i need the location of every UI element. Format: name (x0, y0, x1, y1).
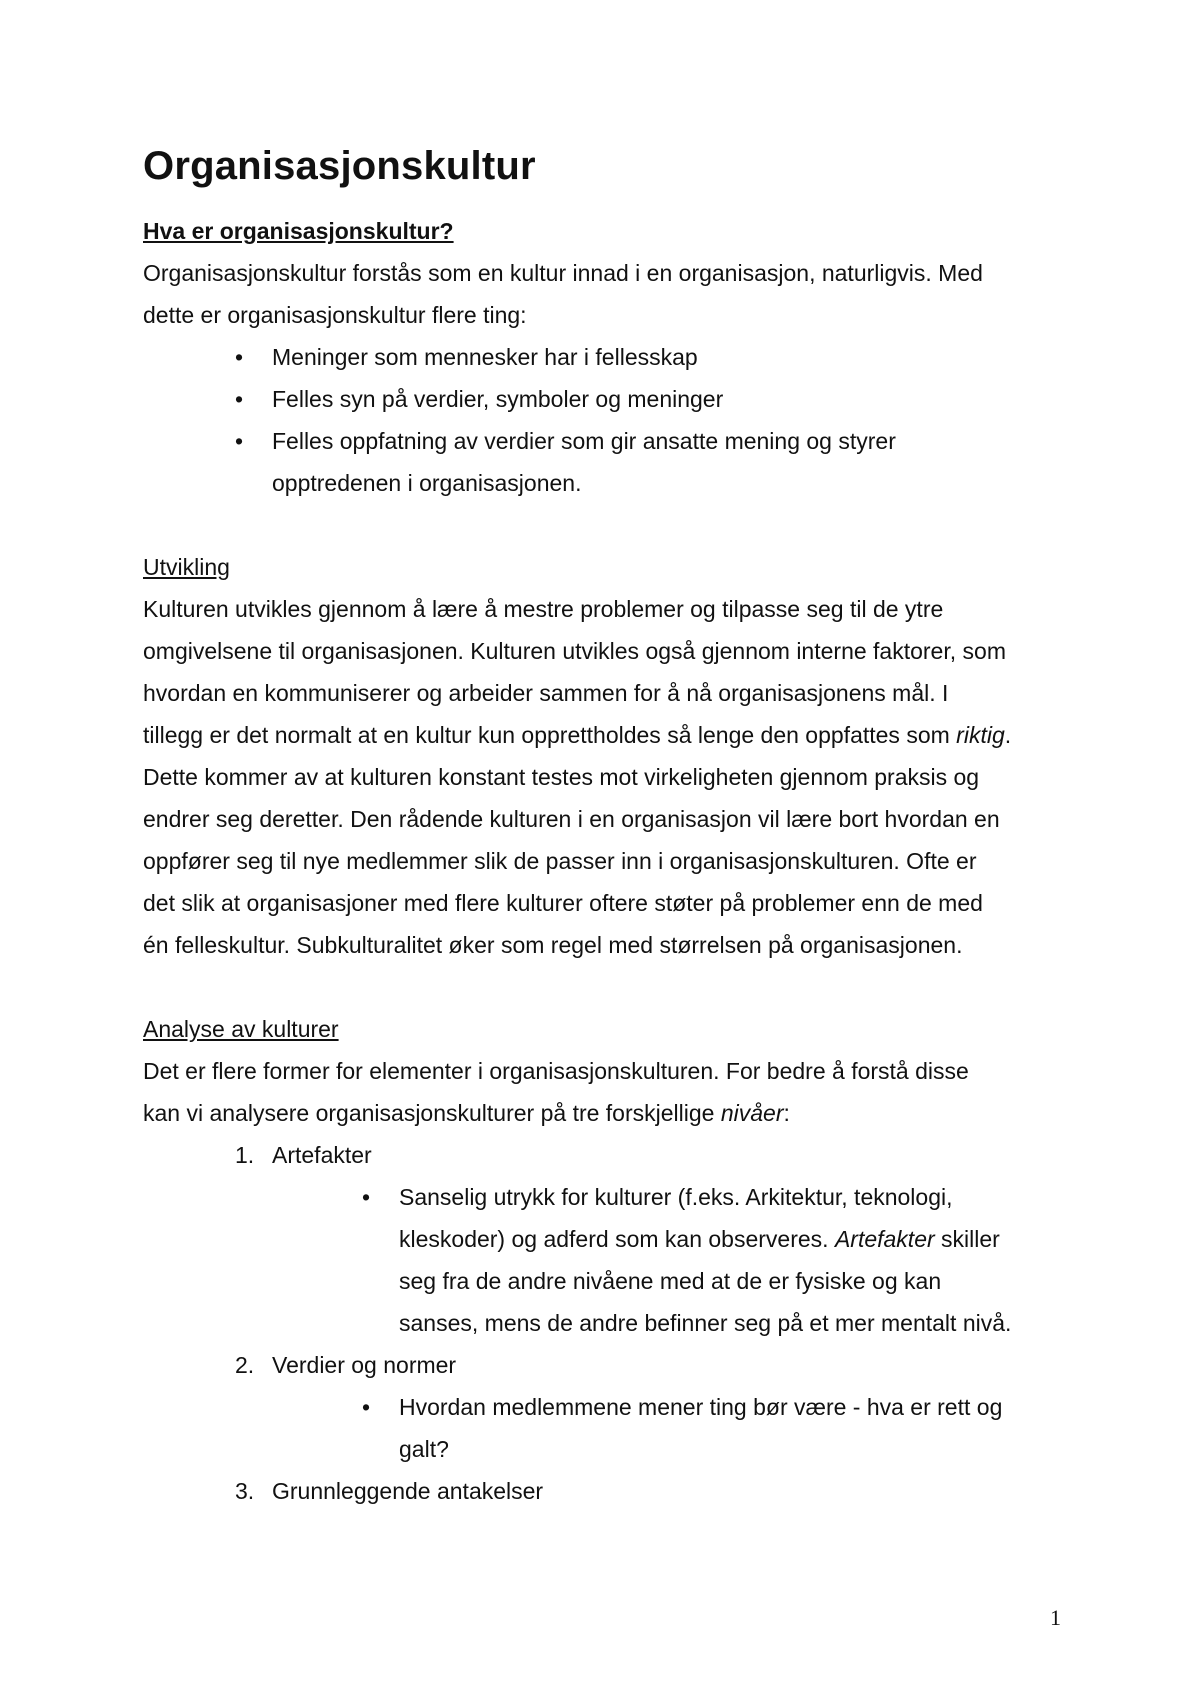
bullet-icon: • (362, 1394, 371, 1420)
list-item-continuation: galt? (399, 1436, 449, 1462)
spacer (143, 966, 1063, 1008)
paragraph-line: dette er organisasjonskultur flere ting: (143, 302, 527, 328)
levels-numbered-list (143, 1134, 1063, 1512)
section-heading-utvikling: Utvikling (143, 554, 230, 580)
bullet-icon: • (235, 344, 244, 370)
spacer (143, 504, 1063, 546)
list-item-continuation: seg fra de andre nivåene med at de er fysiske og kan (399, 1268, 942, 1294)
list-item-continuation: opptredenen i organisasjonen. (272, 470, 582, 496)
paragraph-line: tillegg er det normalt at en kultur kun opprettholdes så lenge den oppfattes som riktig. (143, 722, 1012, 748)
page-number: 1 (1050, 1605, 1061, 1630)
bullet-icon: • (362, 1184, 371, 1210)
list-item: • Felles syn på verdier, symboler og meninger (143, 378, 1063, 420)
list-item-continuation: sanses, mens de andre befinner seg på et mer mentalt nivå. (399, 1310, 1012, 1336)
paragraph-line: det slik at organisasjoner med flere kulturer oftere støter på problemer enn de med (143, 890, 983, 916)
list-item-continuation: kleskoder) og adferd som kan observeres. Artefakter skiller (399, 1226, 1000, 1252)
paragraph-line: omgivelsene til organisasjonen. Kulturen utvikles også gjennom interne faktorer, som (143, 638, 1006, 664)
paragraph-line: endrer seg deretter. Den rådende kulturen i en organisasjon vil lære bort hvordan en (143, 806, 1000, 832)
paragraph-line: én felleskultur. Subkulturalitet øker som regel med størrelsen på organisasjonen. (143, 932, 963, 958)
emphasis-nivaer: nivåer (720, 1100, 784, 1126)
paragraph-line: Dette kommer av at kulturen konstant testes mot virkeligheten gjennom praksis og (143, 764, 980, 790)
list-item: • Felles oppfatning av verdier som gir ansatte mening og styrer (143, 420, 1063, 462)
bullet-icon: • (235, 428, 244, 454)
bullet-icon: • (235, 386, 244, 412)
list-item: • Meninger som mennesker har i fellesskap (143, 336, 1063, 378)
paragraph-line: Kulturen utvikles gjennom å lære å mestre problemer og tilpasse seg til de ytre (143, 596, 944, 622)
emphasis-artefakter: Artefakter (834, 1226, 935, 1252)
verdier-bullet-list (143, 1386, 1063, 1470)
numbered-item-artefakter: 1. Artefakter (235, 1142, 372, 1168)
paragraph-line: kan vi analysere organisasjonskulturer på tre forskjellige nivåer: (143, 1100, 790, 1126)
emphasis-riktig: riktig (956, 722, 1005, 748)
paragraph-line: oppfører seg til nye medlemmer slik de passer inn i organisasjonskulturen. Ofte er (143, 848, 977, 874)
definition-bullet-list (143, 336, 1063, 504)
paragraph-line: Organisasjonskultur forstås som en kultur innad i en organisasjon, naturligvis. Med (143, 260, 983, 286)
section-heading-what-is: Hva er organisasjonskultur? (143, 218, 454, 244)
list-item: • Hvordan medlemmene mener ting bør være - hva er rett og (143, 1386, 1063, 1428)
paragraph-line: Det er flere former for elementer i organisasjonskulturen. For bedre å forstå disse (143, 1058, 969, 1084)
numbered-item-antakelser: 3. Grunnleggende antakelser (235, 1478, 544, 1504)
section-heading-analyse: Analyse av kulturer (143, 1016, 339, 1042)
document-title: Organisasjonskultur (143, 144, 536, 188)
document-content (143, 140, 1063, 1512)
list-item: • Sanselig utrykk for kulturer (f.eks. Arkitektur, teknologi, (143, 1176, 1063, 1218)
artefakter-bullet-list (143, 1176, 1063, 1344)
numbered-item-verdier: 2. Verdier og normer (235, 1352, 457, 1378)
paragraph-line: hvordan en kommuniserer og arbeider sammen for å nå organisasjonens mål. I (143, 680, 949, 706)
